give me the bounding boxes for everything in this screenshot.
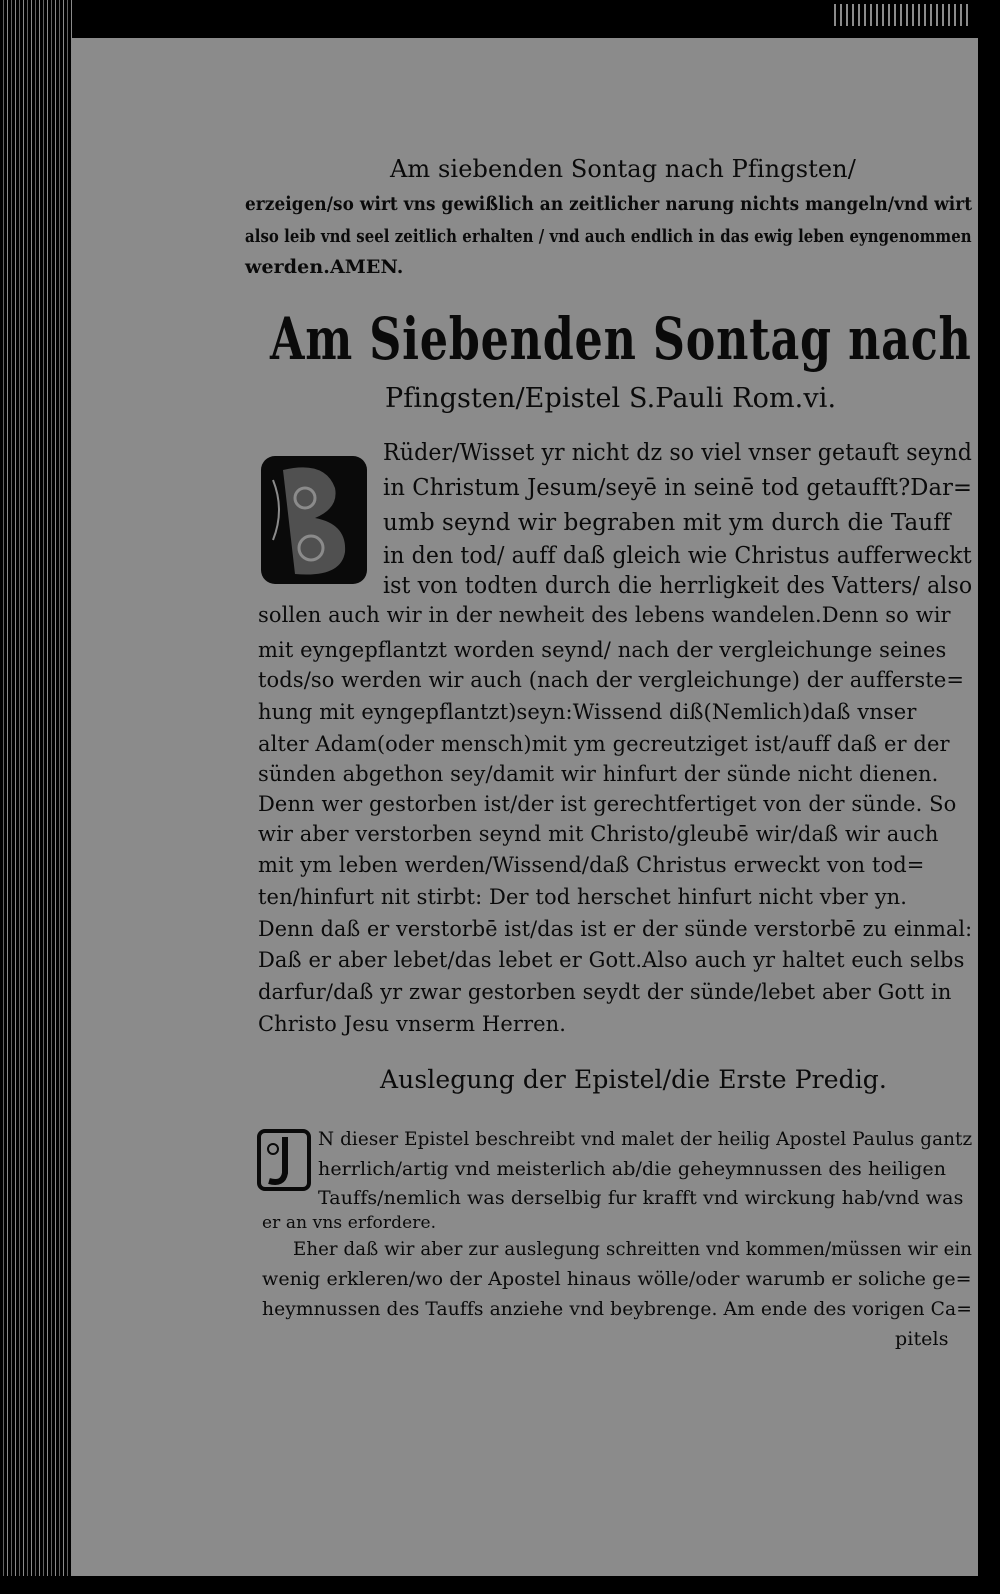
epistle-line: mit eyngepflantzt worden seynd/ nach der vergleichunge seines (258, 638, 947, 662)
decorated-initial-b (255, 450, 373, 590)
scan-right-border (978, 0, 1000, 1594)
sermon-line: N dieser Epistel beschreibt vnd malet der heilig Apostel Paulus gantz (318, 1128, 973, 1150)
decorated-initial-j (255, 1127, 313, 1193)
sermon-line: Tauffs/nemlich was derselbig fur krafft vnd wirckung hab/vnd was (318, 1187, 964, 1209)
sermon-line: wenig erkleren/wo der Apostel hinaus wölle/oder warumb er soliche ge= (262, 1268, 972, 1290)
sermon-line: Eher daß wir aber zur auslegung schreitten vnd kommen/müssen wir ein (293, 1238, 973, 1260)
epistle-line: sollen auch wir in der newheit des lebens wandelen.Denn so wir (258, 603, 951, 627)
sermon-line: er an vns erfordere. (262, 1213, 437, 1233)
epistle-line: mit ym leben werden/Wissend/daß Christus erweckt von tod= (258, 853, 925, 877)
epistle-line: in den tod/ auff daß gleich wie Christus aufferweckt (383, 543, 972, 569)
page-title: Am Siebenden Sontag nach (270, 305, 972, 373)
epistle-line: hung mit eyngepflantzt)seyn:Wissend diß(Nemlich)daß vnser (258, 700, 917, 724)
epistle-line: umb seynd wir begraben mit ym durch die Tauff (383, 510, 951, 536)
running-head: Am siebenden Sontag nach Pfingsten/ (390, 155, 856, 183)
sermon-line: herrlich/artig vnd meisterlich ab/die geheymnussen des heiligen (318, 1158, 947, 1180)
section-heading: Auslegung der Epistel/die Erste Predig. (380, 1065, 887, 1094)
epistle-line: alter Adam(oder mensch)mit ym gecreutziget ist/auff daß er der (258, 732, 950, 756)
epistle-line: Denn daß er verstorbē ist/das ist er der sünde verstorbē zu einmal: (258, 917, 973, 941)
epistle-line: in Christum Jesum/seyē in seinē tod getaufft?Dar= (383, 475, 973, 501)
page-subtitle: Pfingsten/Epistel S.Pauli Rom.vi. (385, 383, 837, 414)
scan-artifact (830, 4, 970, 26)
epistle-line: ist von todten durch die herrligkeit des Vatters/ also (383, 573, 973, 599)
epistle-line: Rüder/Wisset yr nicht dz so viel vnser getauft seynd (383, 440, 972, 466)
scan-bottom-border (0, 1576, 1000, 1594)
epistle-line: Daß er aber lebet/das lebet er Gott.Also auch yr haltet euch selbs (258, 948, 965, 972)
previous-text-line: erzeigen/so wirt vns gewißlich an zeitlicher narung nichts mangeln/vnd wirt (245, 193, 973, 215)
previous-text-line: also leib vnd seel zeitlich erhalten / vnd auch endlich in das ewig leben eyngenommen (245, 226, 972, 247)
scan-top-border (0, 0, 1000, 40)
epistle-line: ten/hinfurt nit stirbt: Der tod herschet hinfurt nicht vber yn. (258, 885, 908, 909)
sermon-line: heymnussen des Tauffs anziehe vnd beybrenge. Am ende des vorigen Ca= (262, 1298, 972, 1320)
epistle-line: sünden abgethon sey/damit wir hinfurt der sünde nicht dienen. (258, 762, 939, 786)
epistle-line: Denn wer gestorben ist/der ist gerechtfertiget von der sünde. So (258, 792, 957, 816)
catchword: pitels (895, 1328, 949, 1350)
epistle-line: Christo Jesu vnserm Herren. (258, 1012, 567, 1036)
epistle-line: wir aber verstorben seynd mit Christo/gleubē wir/daß wir auch (258, 822, 939, 846)
previous-text-line: werden.AMEN. (245, 256, 404, 278)
epistle-line: darfur/daß yr zwar gestorben seydt der sünde/lebet aber Gott in (258, 980, 952, 1004)
book-spine-edge (0, 0, 72, 1594)
epistle-line: tods/so werden wir auch (nach der vergleichunge) der aufferste= (258, 668, 965, 692)
